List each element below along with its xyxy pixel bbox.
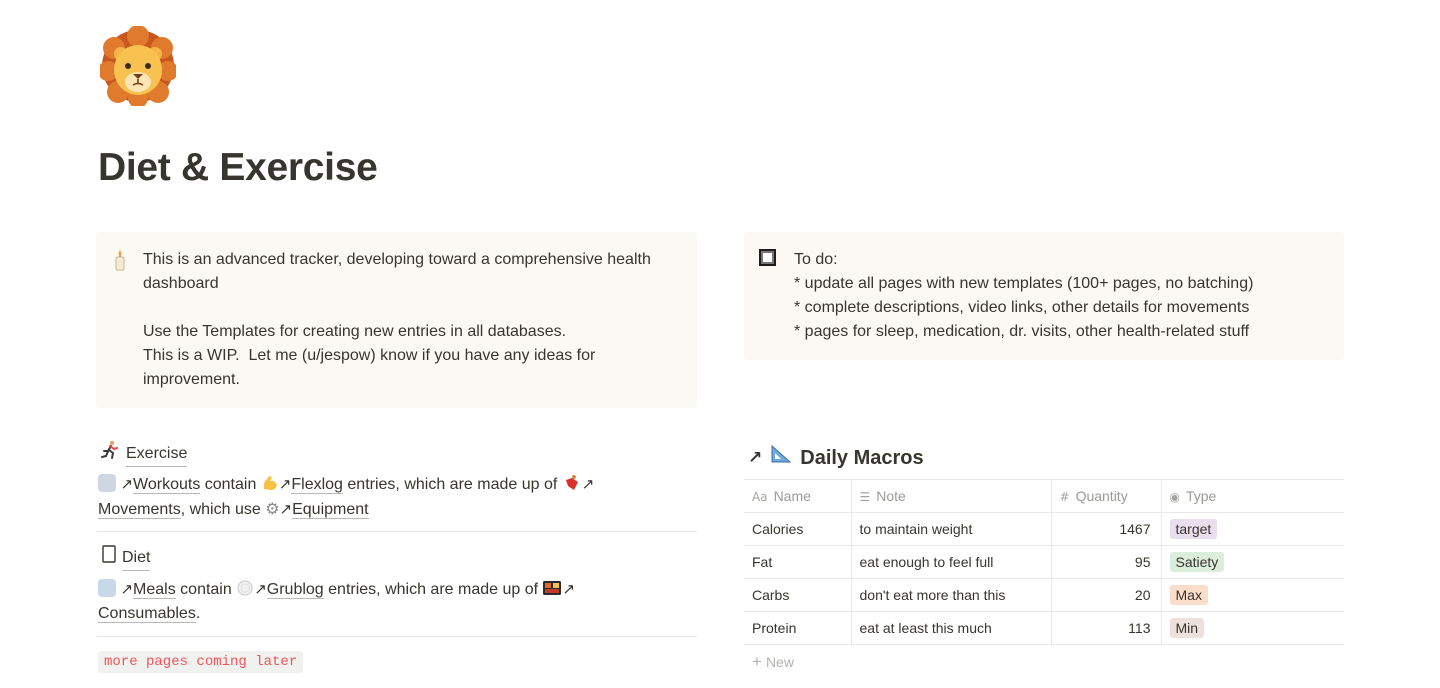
exercise-description bbox=[98, 472, 698, 522]
table-row[interactable] bbox=[744, 513, 1344, 546]
todo-callout[interactable] bbox=[744, 232, 1344, 360]
grublog-link[interactable]: Grublog bbox=[266, 581, 324, 598]
number-property-icon: # bbox=[1059, 490, 1070, 504]
diet-description bbox=[98, 577, 698, 626]
type-tag: Satiety bbox=[1170, 552, 1225, 572]
cell-type[interactable] bbox=[1161, 579, 1344, 612]
contain-text: contain bbox=[175, 581, 237, 598]
cell-quantity[interactable]: 1467 bbox=[1051, 513, 1161, 546]
made-of-text: entries, which are made up of bbox=[342, 476, 562, 493]
link-arrow-icon: ↗ bbox=[120, 475, 134, 493]
cell-name[interactable]: Carbs bbox=[744, 579, 851, 612]
column-header-quantity[interactable]: # Quantity bbox=[1051, 480, 1161, 513]
gear-icon: ⚙ bbox=[265, 499, 280, 518]
weightlifter-icon bbox=[98, 474, 116, 492]
lion-face-icon[interactable] bbox=[100, 26, 176, 106]
which-use-text: , which use bbox=[180, 501, 266, 518]
exercise-link[interactable]: Exercise bbox=[126, 442, 187, 467]
divider bbox=[97, 531, 697, 532]
column-header-name[interactable]: Aa Name bbox=[744, 480, 851, 513]
divider bbox=[97, 636, 697, 637]
page-icon bbox=[102, 545, 116, 571]
intro-line-2: Use the Templates for creating new entries in all databases. bbox=[143, 323, 567, 340]
flexlog-link[interactable]: Flexlog bbox=[291, 476, 343, 493]
cell-note[interactable]: don't eat more than this bbox=[851, 579, 1051, 612]
bento-box-icon bbox=[542, 581, 562, 598]
diet-link[interactable]: Diet bbox=[122, 546, 150, 571]
new-row-button[interactable]: + New bbox=[752, 652, 794, 671]
daily-macros-table bbox=[744, 479, 1344, 645]
meal-icon bbox=[98, 579, 116, 597]
cell-note[interactable]: to maintain weight bbox=[851, 513, 1051, 546]
contain-text: contain bbox=[200, 476, 261, 493]
cell-name[interactable]: Protein bbox=[744, 612, 851, 645]
cell-note[interactable]: eat enough to feel full bbox=[851, 546, 1051, 579]
flexed-biceps-icon bbox=[261, 476, 279, 493]
select-property-icon: ◉ bbox=[1169, 490, 1180, 504]
made-of-text: entries, which are made up of bbox=[323, 581, 543, 598]
intro-callout[interactable] bbox=[96, 232, 697, 408]
todo-item-3: * pages for sleep, medication, dr. visits, other health-related stuff bbox=[794, 323, 1250, 340]
dancer-icon bbox=[562, 476, 582, 493]
workouts-link[interactable]: Workouts bbox=[133, 476, 201, 493]
table-header-row bbox=[744, 480, 1344, 513]
cell-type[interactable] bbox=[1161, 546, 1344, 579]
database-title: Daily Macros bbox=[800, 446, 924, 469]
checkbox-icon bbox=[759, 249, 776, 266]
todo-heading: To do: bbox=[794, 251, 838, 268]
daily-macros-title[interactable] bbox=[748, 444, 924, 471]
diet-heading[interactable] bbox=[102, 545, 150, 571]
intro-line-3: This is a WIP. Let me (u/jespow) know if you have any ideas for improvement. bbox=[143, 347, 600, 388]
link-arrow-icon: ↗ bbox=[254, 580, 267, 598]
link-arrow-icon: ↗ bbox=[562, 580, 576, 598]
consumables-link[interactable]: Consumables bbox=[98, 605, 196, 622]
table-row[interactable] bbox=[744, 579, 1344, 612]
column-header-type[interactable]: ◉ Type bbox=[1161, 480, 1344, 513]
cell-quantity[interactable]: 20 bbox=[1051, 579, 1161, 612]
type-tag: Max bbox=[1170, 585, 1208, 605]
todo-item-1: * update all pages with new templates (100+ pages, no batching) bbox=[794, 275, 1254, 292]
link-arrow-icon: ↗ bbox=[120, 580, 134, 598]
link-arrow-icon: ↗ bbox=[279, 500, 293, 518]
link-arrow-icon: ↗ bbox=[581, 475, 595, 493]
period-text: . bbox=[195, 605, 201, 622]
cell-name[interactable]: Fat bbox=[744, 546, 851, 579]
triangular-ruler-icon bbox=[770, 444, 792, 471]
exercise-heading[interactable] bbox=[100, 440, 187, 468]
link-arrow-icon: ↗ bbox=[278, 475, 292, 493]
cell-note[interactable]: eat at least this much bbox=[851, 612, 1051, 645]
runner-icon bbox=[100, 440, 120, 468]
candle-icon bbox=[111, 249, 129, 279]
more-pages-note bbox=[98, 652, 303, 670]
type-tag: Min bbox=[1170, 618, 1205, 638]
inline-code: more pages coming later bbox=[98, 651, 303, 673]
cell-quantity[interactable]: 113 bbox=[1051, 612, 1161, 645]
todo-item-2: * complete descriptions, video links, other details for movements bbox=[794, 299, 1250, 316]
table-row[interactable] bbox=[744, 612, 1344, 645]
lines-property-icon: ☰ bbox=[859, 490, 871, 504]
cell-type[interactable] bbox=[1161, 513, 1344, 546]
meals-link[interactable]: Meals bbox=[133, 581, 176, 598]
link-arrow-icon: ↗ bbox=[748, 447, 763, 468]
cell-name[interactable]: Calories bbox=[744, 513, 851, 546]
table-row[interactable] bbox=[744, 546, 1344, 579]
type-tag: target bbox=[1170, 519, 1218, 539]
page-title[interactable]: Diet & Exercise bbox=[98, 146, 378, 189]
plus-icon: + bbox=[752, 652, 762, 671]
cell-type[interactable] bbox=[1161, 612, 1344, 645]
plate-icon bbox=[236, 581, 254, 598]
column-header-note[interactable]: ☰ Note bbox=[851, 480, 1051, 513]
equipment-link[interactable]: Equipment bbox=[292, 501, 369, 518]
text-property-icon: Aa bbox=[752, 490, 768, 504]
cell-quantity[interactable]: 95 bbox=[1051, 546, 1161, 579]
movements-link[interactable]: Movements bbox=[98, 501, 181, 518]
intro-line-1: This is an advanced tracker, developing toward a comprehensive health dashboard bbox=[143, 251, 656, 292]
